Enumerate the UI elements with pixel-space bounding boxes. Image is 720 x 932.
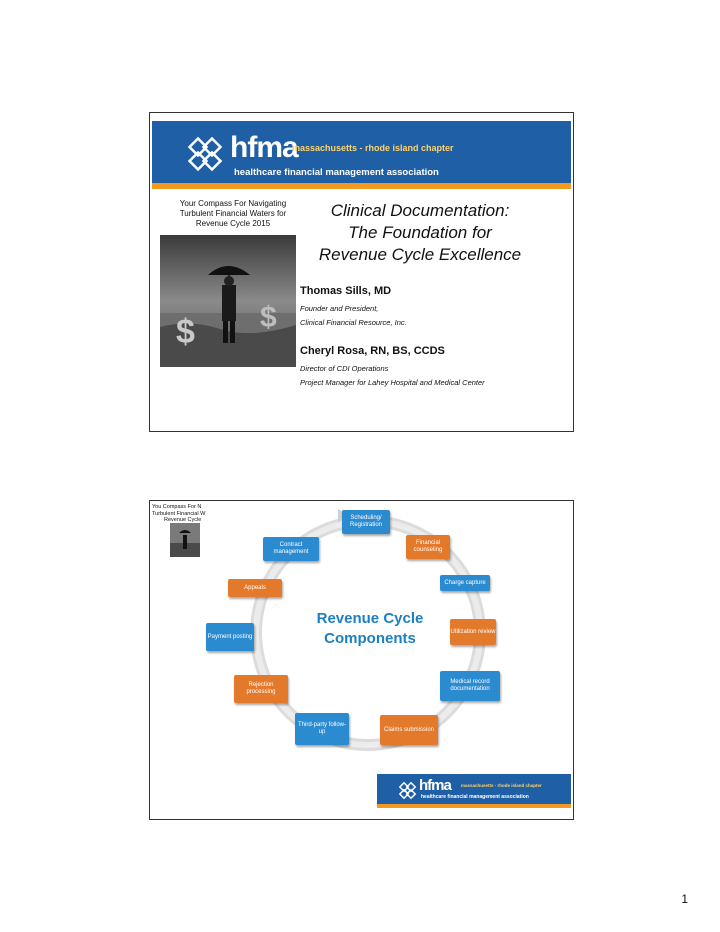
small-tagline: You Compass For N Turbulent Financial W Revenue Cycle: [152, 504, 206, 523]
revenue-cycle-title: Revenue Cycle Components: [316, 610, 424, 647]
chapter-name-small: massachusetts - rhode island chapter: [461, 783, 542, 788]
page-number: 1: [681, 892, 688, 906]
slide-1: [149, 112, 574, 432]
hfma-banner: [152, 121, 571, 189]
component-utilization-review: Utilization review: [450, 619, 496, 645]
hfma-banner-small: [377, 774, 571, 808]
speaker-1-role-2: Clinical Financial Resource, Inc.: [300, 318, 407, 327]
hfma-logo-icon: [188, 135, 224, 175]
title-line-1: Clinical Documentation:: [330, 201, 510, 220]
component-scheduling: Scheduling/ Registration: [342, 510, 390, 534]
speaker-2-name: Cheryl Rosa, RN, BS, CCDS: [300, 345, 445, 357]
businessman-umbrella-photo: [160, 235, 296, 367]
component-contract-management: Contract management: [263, 537, 319, 561]
component-payment-posting: Payment posting: [206, 623, 254, 651]
component-claims-submission: Claims submission: [380, 715, 438, 745]
tagline: Your Compass For Navigating Turbulent Financial Waters for Revenue Cycle 2015: [179, 199, 287, 228]
hfma-wordmark-small: hfma: [419, 777, 451, 794]
title-line-2: The Foundation for: [348, 223, 492, 242]
hfma-logo-icon-small: [399, 780, 417, 802]
speaker-2-role-2: Project Manager for Lahey Hospital and Medical Center: [300, 378, 485, 387]
svg-text:$: $: [260, 301, 277, 334]
speaker-2-role-1: Director of CDI Operations: [300, 364, 389, 373]
chapter-name: massachusetts - rhode island chapter: [292, 143, 454, 153]
association-name-small: healthcare financial management association: [421, 794, 529, 800]
component-charge-capture: Charge capture: [440, 575, 490, 591]
speaker-1-role-1: Founder and President,: [300, 304, 379, 313]
cycle-arrow: [150, 501, 573, 819]
component-financial-counseling: Financial counseling: [406, 535, 450, 559]
component-appeals: Appeals: [228, 579, 282, 597]
component-rejection-processing: Rejection processing: [234, 675, 288, 703]
speaker-1-name: Thomas Sills, MD: [300, 285, 392, 297]
hfma-wordmark: hfma: [230, 131, 298, 164]
slide-2: [149, 500, 574, 820]
association-name: healthcare financial management association: [234, 167, 439, 178]
title-line-3: Revenue Cycle Excellence: [318, 245, 522, 264]
component-medical-record: Medical record documentation: [440, 671, 500, 701]
svg-text:$: $: [176, 313, 195, 351]
component-third-party: Third-party follow-up: [295, 713, 349, 745]
